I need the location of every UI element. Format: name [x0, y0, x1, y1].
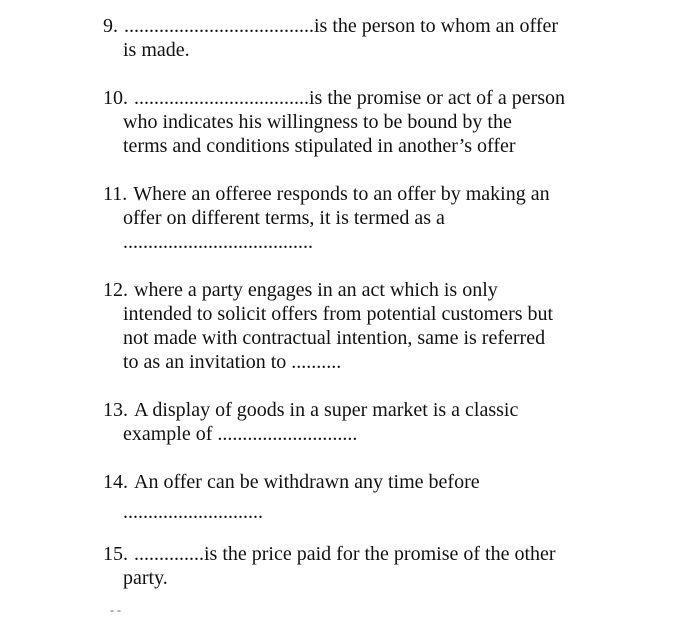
question-number: 15. — [103, 543, 128, 565]
question-13 — [103, 398, 623, 446]
question-line: An offer can be withdrawn any time before — [134, 471, 480, 493]
question-number: 13. — [103, 399, 128, 421]
question-line: Where an offeree responds to an offer by making an — [133, 183, 550, 205]
question-line: A display of goods in a super market is a classic — [134, 399, 519, 421]
stray-mark: - - — [110, 603, 121, 617]
question-15 — [103, 542, 623, 590]
question-line: terms and conditions stipulated in another’s offer — [123, 135, 516, 157]
question-number: 11. — [103, 183, 128, 205]
question-10 — [103, 86, 623, 158]
question-line: where a party engages in an act which is only — [134, 279, 498, 301]
question-line: to as an invitation to .......... — [123, 351, 342, 373]
question-number: 12. — [103, 279, 128, 301]
question-line: who indicates his willingness to be bound by the — [123, 111, 512, 133]
question-line: offer on different terms, it is termed as a — [123, 207, 445, 229]
question-line: ..............is the price paid for the promise of the other — [134, 543, 556, 565]
question-number: 9. — [103, 15, 118, 37]
question-9 — [103, 14, 623, 62]
answer-blank: ...................................... — [123, 231, 313, 253]
question-number: 10. — [103, 87, 128, 109]
question-line: ...................................is the promise or act of a person — [134, 87, 566, 109]
answer-blank: ............................ — [123, 501, 263, 523]
question-11 — [103, 182, 623, 254]
question-line: ......................................is the person to whom an offer — [124, 15, 559, 37]
question-line: party. — [123, 567, 168, 589]
question-line: not made with contractual intention, same is referred — [123, 327, 546, 349]
question-14 — [103, 470, 623, 524]
question-line: example of ............................ — [123, 423, 358, 445]
question-12 — [103, 278, 623, 374]
question-line: is made. — [123, 39, 190, 61]
question-line: intended to solicit offers from potential customers but — [123, 303, 554, 325]
question-number: 14. — [103, 471, 128, 493]
